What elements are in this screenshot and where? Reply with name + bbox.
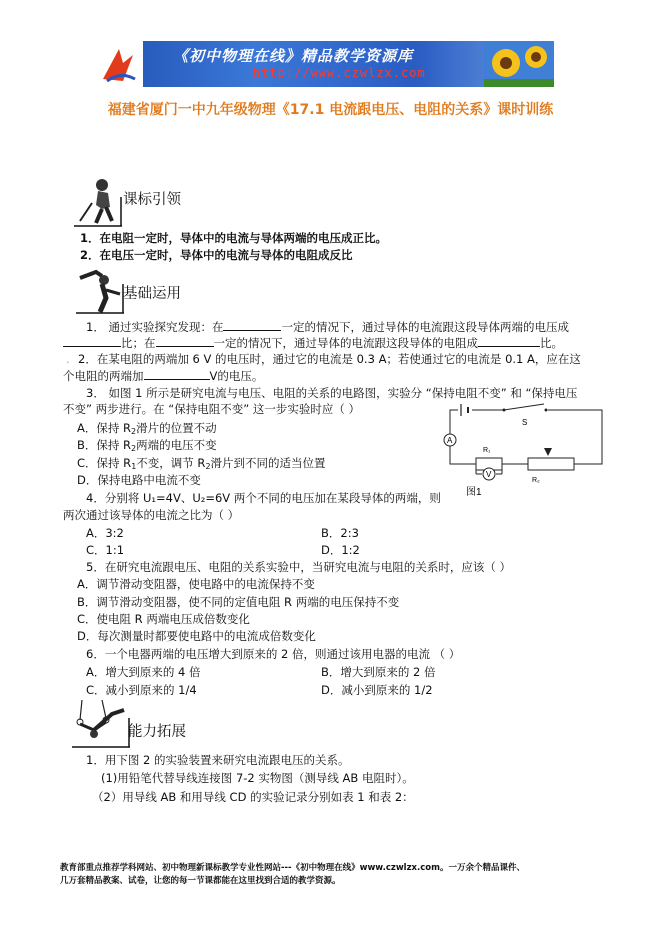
ammeter-label: A [447, 436, 453, 445]
section-title-extension: 能力拓展 [128, 724, 186, 740]
q1-text-c: 比；在 [121, 336, 156, 350]
q6-option-b[interactable]: B．增大到原来的 2 倍 [321, 665, 436, 679]
guide-item-2: 2．在电压一定时，导体中的电流与导体的电阻成反比 [80, 248, 353, 262]
question-3-line-1: 3． 如图 1 所示是研究电流与电压、电阻的关系的电路图，实验分 “保持电阻不变” 和 “保持电压 [86, 386, 578, 400]
q1-text-e: 比。 [540, 336, 563, 350]
question-4-line-2: 两次通过该导体的电流之比为（ ） [63, 508, 240, 522]
logo-icon [93, 41, 143, 87]
q1-blank-2[interactable] [63, 334, 121, 347]
rheostat-r2 [528, 458, 574, 470]
extension-line-3: （2）用导线 AB 和用导线 CD 的实验记录分别如表 1 和表 2： [92, 790, 414, 804]
question-2-line-2 [63, 367, 263, 384]
question-5-stem: 5．在研究电流跟电压、电阻的关系实验中，当研究电流与电阻的关系时，应该（ ） [86, 560, 511, 574]
q2-text-a: 个电阻的两端加 [63, 369, 144, 383]
q5-option-b[interactable]: B．调节滑动变阻器，使不同的定值电阻 R 两端的电压保持不变 [77, 595, 400, 609]
hockey-player-icon [74, 177, 122, 227]
q5-option-a[interactable]: A．调节滑动变阻器，使电路中的电流保持不变 [77, 577, 315, 591]
switch-label: S [522, 418, 528, 427]
banner-url[interactable]: http://www.czwlzx.com [253, 66, 426, 80]
q5-option-c[interactable]: C．使电阻 R 两端电压成倍数变化 [77, 612, 250, 626]
section-title-basics: 基础运用 [123, 286, 181, 302]
footer-note [60, 862, 630, 888]
footer-line-1: 教育部重点推荐学科网站、初中物理新课标教学专业性网站---《初中物理在线》www.czwlzx.com。一万余个精品课件、 [60, 863, 525, 873]
q1-text-a: 1． 通过实验探究发现：在 [86, 320, 224, 334]
question-6-stem: 6．一个电器两端的电压增大到原来的 2 倍，则通过该用电器的电流 （ ） [86, 647, 461, 661]
q3-option-c[interactable]: C．保持 $R_1$不变，调节 $R_2$滑片到不同的适当位置 [77, 456, 326, 471]
guide-item-1: 1．在电阻一定时，导体中的电流与导体两端的电压成正比。 [80, 231, 387, 245]
extension-line-1: 1．用下图 2 的实验装置来研究电流跟电压的关系。 [86, 753, 350, 767]
q6-option-c[interactable]: C．减小到原来的 1/4 [86, 683, 197, 697]
q6-option-d[interactable]: D．减小到原来的 1/2 [321, 683, 433, 697]
header-banner [93, 41, 554, 87]
q6-option-a[interactable]: A．增大到原来的 4 倍 [86, 665, 201, 679]
figure-1-caption: 图1 [466, 487, 482, 498]
question-3-line-2: 不变” 两步进行。在 “保持电阻不变” 这一步实验时应（ ） [63, 402, 360, 416]
document-title: 福建省厦门一中九年级物理《17.1 电流跟电压、电阻的关系》课时训练 [107, 102, 554, 118]
q2-blank[interactable] [144, 367, 210, 380]
q4-option-a[interactable]: A．3:2 [86, 526, 124, 540]
sunflower-icon [484, 41, 554, 87]
circuit-diagram [436, 400, 608, 500]
q3-option-b[interactable]: B．保持 $R_2$两端的电压不变 [77, 438, 217, 453]
question-1-line-2 [63, 334, 563, 351]
q4-option-b[interactable]: B．2:3 [321, 526, 359, 540]
r2-label: R₂ [532, 477, 540, 484]
gymnast-icon [76, 266, 124, 314]
question-1-line-1 [86, 318, 569, 335]
q4-option-c[interactable]: C．1:1 [86, 543, 125, 557]
banner-title: 《初中物理在线》精品教学资源库 [173, 47, 414, 65]
q1-blank-3[interactable] [156, 334, 214, 347]
stray-dot: . [66, 352, 70, 366]
q1-blank-4[interactable] [478, 334, 540, 347]
q1-blank-1[interactable] [223, 318, 281, 331]
voltmeter-label: V [486, 470, 492, 479]
q3-option-a[interactable]: A．保持 $R_2$滑片的位置不动 [77, 421, 217, 436]
footer-line-2: 几万套精品教案、试卷，让您的每一节课都能在这里找到合适的教学资源。 [60, 876, 341, 886]
rings-gymnast-icon [72, 700, 130, 748]
section-title-guide: 课标引领 [123, 192, 181, 208]
q5-option-d[interactable]: D．每次测量时都要使电路中的电流成倍数变化 [77, 629, 316, 643]
q1-text-d: 一定的情况下，通过导体的电流跟这段导体的电阻成 [213, 336, 478, 350]
q1-text-b: 一定的情况下，通过导体的电流跟这段导体两端的电压成 [281, 320, 569, 334]
question-2-line-1: 2．在某电阻的两端加 6 V 的电压时，通过它的电流是 0.3 A；若使通过它的电流是 0.1 A，应在这 [78, 352, 581, 366]
extension-line-2: (1)用铅笔代替导线连接图 7-2 实物图（测导线 AB 电阻时）。 [101, 771, 414, 785]
q2-text-b: V的电压。 [209, 369, 264, 383]
q3-option-d[interactable]: D．保持电路中电流不变 [77, 473, 201, 487]
question-4-line-1: 4．分别将 U₁=4V、U₂=6V 两个不同的电压加在某段导体的两端，则 [86, 491, 441, 505]
q4-option-d[interactable]: D．1:2 [321, 543, 360, 557]
r1-label: R₁ [483, 447, 491, 454]
slider-arrow-icon [544, 448, 552, 456]
